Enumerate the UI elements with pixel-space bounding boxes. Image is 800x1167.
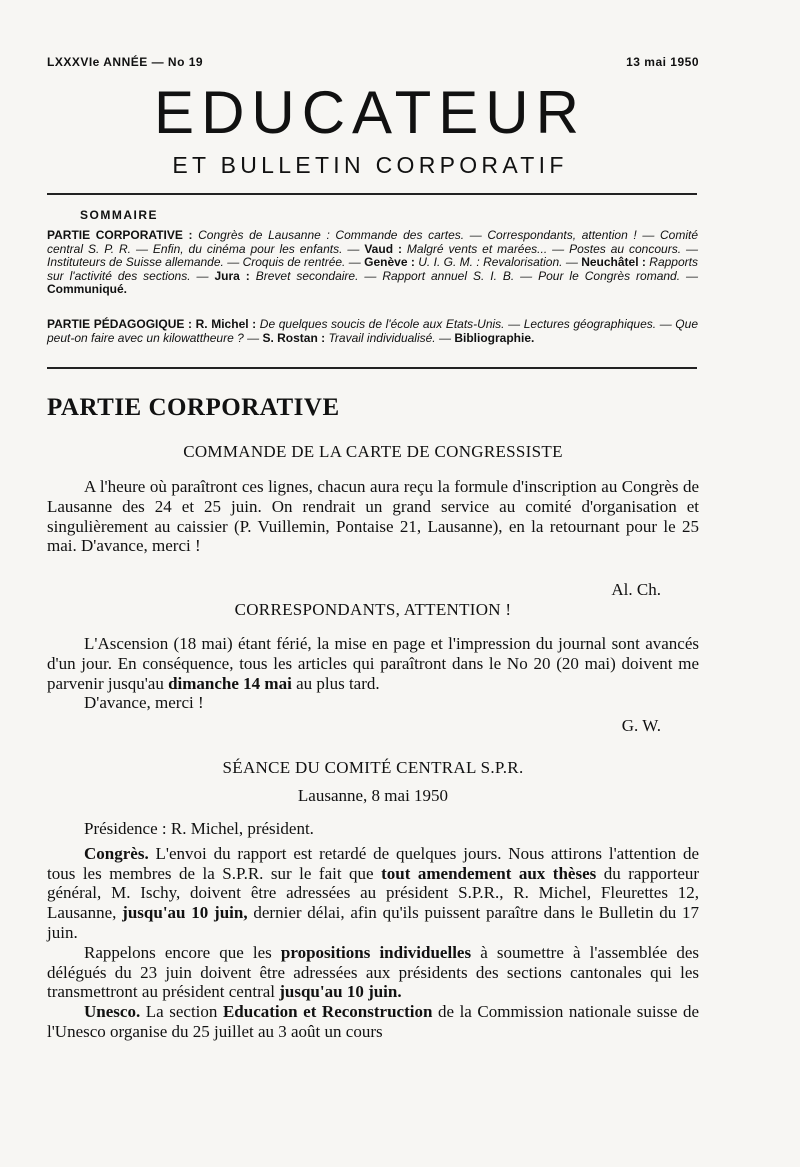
sommaire-pedagogique (47, 318, 698, 345)
part-title: PARTIE CORPORATIVE (47, 394, 340, 421)
emphasis: Unesco. (84, 1002, 141, 1022)
paragraph: A l'heure où paraîtront ces lignes, chacun aura reçu la formule d'inscription au Congrès de Lausanne des 24 et 25 juin. On rendrait un grand service au comité d'organisation et singulièrement au caissier (P. Vuillemin, Pontaise 21, Lausanne), en la retournant pour le 25 mai. D'avance, merci ! (47, 477, 699, 556)
emphasis: dimanche 14 mai (168, 673, 292, 693)
sommaire-text: Congrès de Lausanne : Commande des cartes. — Correspondants, attention ! — Comité central S. P. R. — Enfin, du cinéma pour les enfants. — (47, 228, 698, 256)
paragraph (47, 1002, 699, 1042)
sommaire-corporative (47, 229, 698, 297)
section-title: COMMANDE DE LA CARTE DE CONGRESSISTE (183, 442, 563, 461)
section-body (47, 634, 699, 713)
sommaire-pedagogique-label: PARTIE PÉDAGOGIQUE : (47, 317, 193, 331)
section-body (47, 819, 699, 1042)
emphasis: tout amendement aux thèses (381, 863, 597, 883)
emphasis: Congrès. (84, 843, 149, 863)
paragraph-text: Rappelons encore que les (84, 942, 272, 962)
paragraph: Présidence : R. Michel, président. (84, 819, 314, 838)
paragraph (47, 634, 699, 693)
emphasis: propositions individuelles (280, 942, 472, 962)
sommaire-text: Brevet secondaire. — Rapport annuel S. I. B. — Pour le Congrès romand. — (255, 268, 699, 283)
emphasis: jusqu'au 10 juin, (122, 903, 248, 923)
sommaire-section-label: Neuchâtel : (581, 255, 646, 269)
emphasis: Education et Reconstruction (222, 1002, 433, 1022)
sommaire-corporative-label: PARTIE CORPORATIVE : (47, 228, 193, 242)
paragraph-text: L'envoi du rapport est retardé de quelques jours. Nous attirons l'attention de tous les membres de la S.P.R. sur le fait que (47, 843, 700, 883)
paragraph-text: au plus tard. (296, 673, 380, 693)
sommaire-section-label: Genève : (364, 255, 415, 269)
section-subtitle: Lausanne, 8 mai 1950 (297, 786, 449, 805)
section-body (47, 477, 699, 556)
signature: Al. Ch. (611, 580, 661, 599)
sommaire-section-label: Vaud : (364, 241, 402, 256)
journal-subtitle: ET BULLETIN CORPORATIF (172, 152, 568, 178)
sommaire-text: Rapports sur l'activité des sections. — (47, 255, 698, 283)
sommaire-section-label: Communiqué. (47, 282, 127, 296)
paragraph-text: dernier délai, afin qu'ils puissent paraître dans le Bulletin du 17 juin. (47, 903, 700, 942)
section-title: SÉANCE DU COMITÉ CENTRAL S.P.R. (222, 758, 524, 777)
emphasis: jusqu'au 10 juin. (279, 982, 402, 1002)
issue-date: 13 mai 1950 (626, 55, 699, 69)
paragraph-text: du rapporteur général, M. Ischy, doivent être adressées au président S.P.R., R. Michel, Fleurettes 12, Lausanne, (47, 863, 700, 923)
paragraph: D'avance, merci ! (84, 693, 204, 713)
journal-title: EDUCATEUR (154, 79, 586, 146)
sommaire-text: U. I. G. M. : Revalorisation. — (418, 255, 578, 269)
sommaire-section-label: Bibliographie. (454, 330, 535, 345)
sommaire-text: Travail individualisé. — (328, 330, 451, 345)
sommaire-author: R. Michel : (195, 317, 257, 331)
top-divider (47, 193, 697, 195)
sommaire-author: S. Rostan : (262, 330, 326, 345)
paragraph (47, 844, 699, 943)
sommaire-text: De quelques soucis de l'école aux Etats-Unis. — Lectures géographiques. — Que peut-on faire avec un kilowattheure ? — (47, 317, 698, 345)
sommaire-heading: SOMMAIRE (80, 208, 158, 222)
paragraph (47, 943, 699, 1002)
bottom-divider (47, 367, 697, 369)
sommaire-section-label: Jura : (214, 268, 250, 283)
paragraph-text: de la Commission nationale suisse de l'Unesco organise du 25 juillet au 3 août un cours (47, 1002, 699, 1041)
signature: G. W. (621, 716, 661, 735)
issue-number: LXXXVIe ANNÉE — No 19 (47, 55, 204, 69)
paragraph-text: La section (145, 1002, 218, 1022)
section-title: CORRESPONDANTS, ATTENTION ! (234, 600, 512, 619)
paragraph-text: à soumettre à l'assemblée des délégués du 23 juin doivent être adressées aux présidents des sections cantonales qui les transmettront au président central (47, 942, 700, 1002)
sommaire-text: Malgré vents et marées... — Postes au concours. — Instituteurs de Suisse allemande. — Croquis de rentrée. — (47, 241, 698, 269)
paragraph-text: L'Ascension (18 mai) étant férié, la mise en page et l'impression du journal sont avancés d'un jour. En conséquence, tous les articles qui paraîtront dans le No 20 (20 mai) doivent me parvenir jusqu'au (47, 634, 699, 693)
